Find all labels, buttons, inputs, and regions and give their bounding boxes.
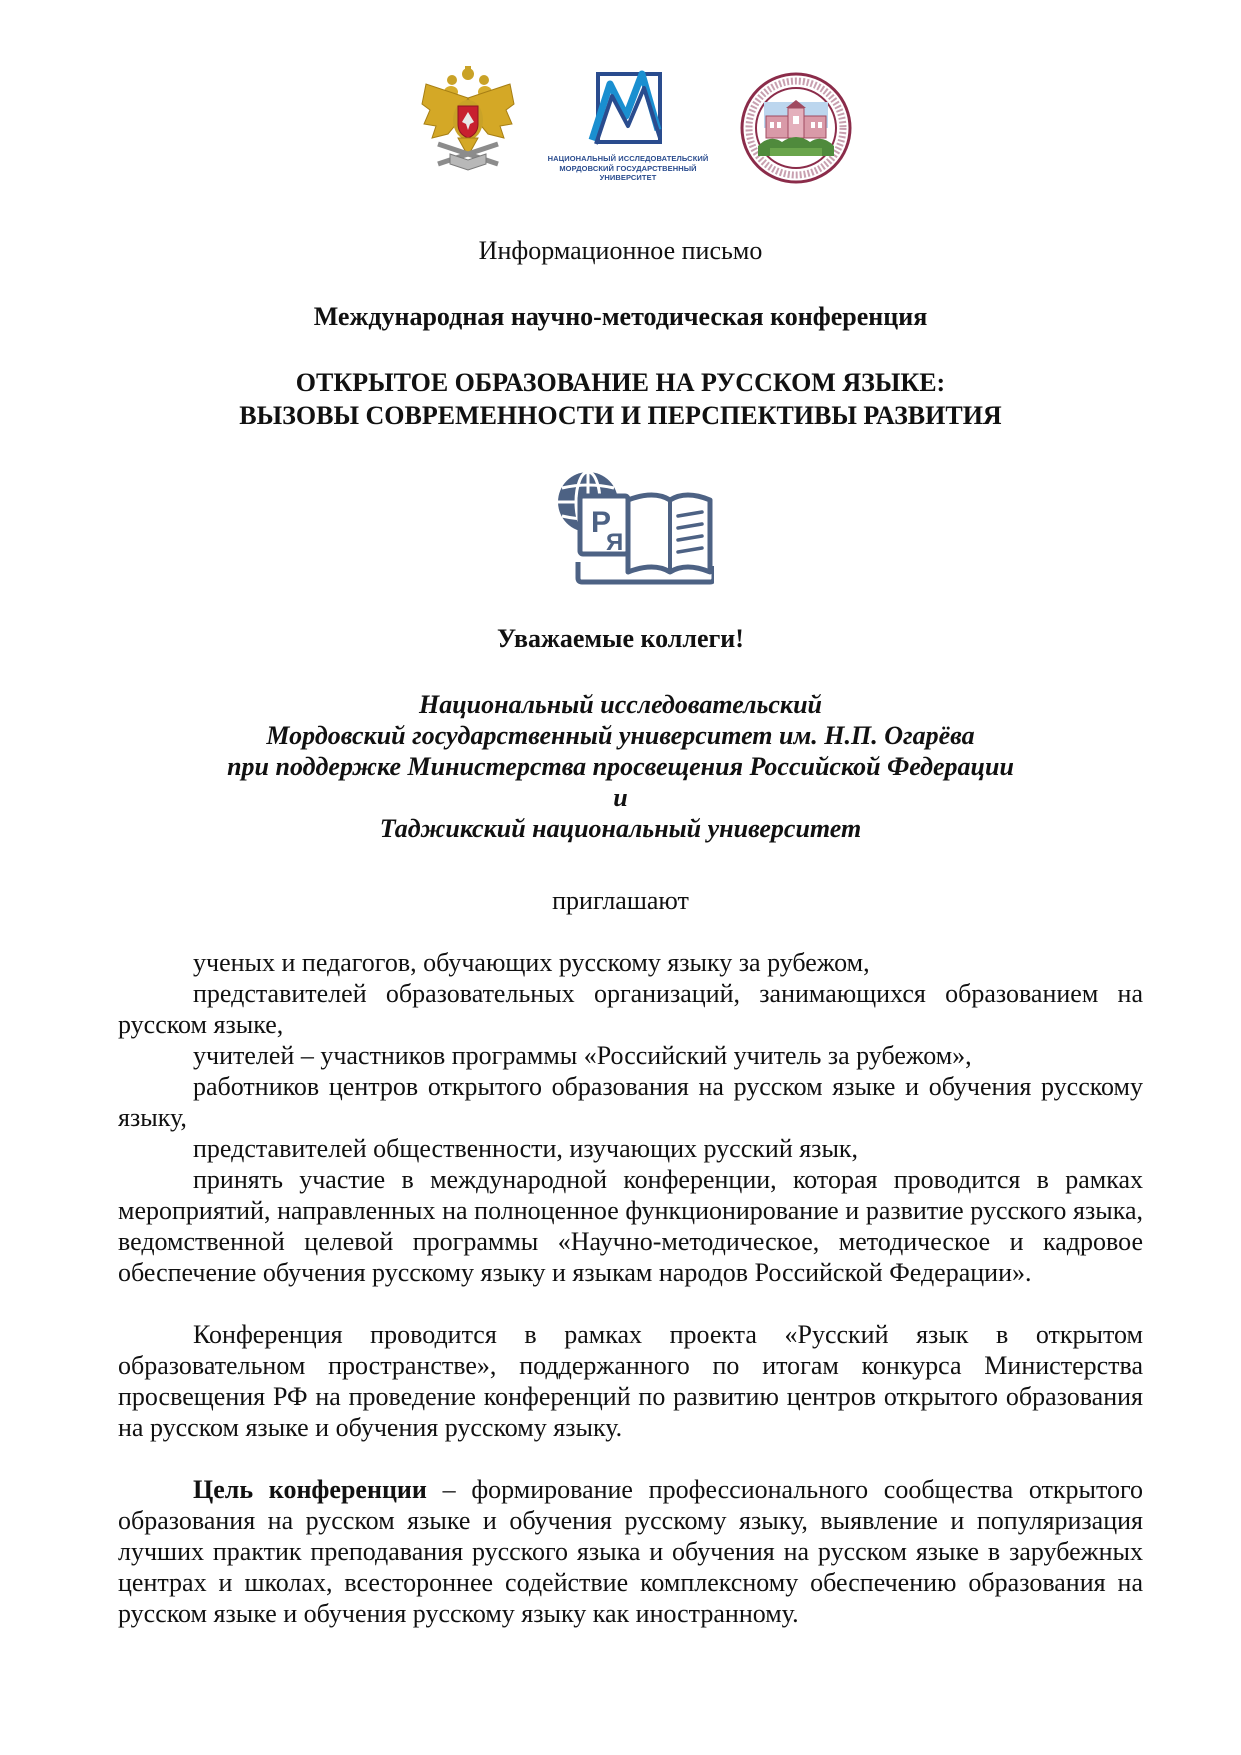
russian-language-book-globe-icon (554, 466, 714, 586)
mrsu-caption-line2: МОРДОВСКИЙ ГОСУДАРСТВЕННЫЙ УНИВЕРСИТЕТ (559, 164, 697, 182)
organizer-line5: Таджикский национальный университет (379, 814, 862, 843)
invitation-paragraph: принять участие в международной конференции, которая проводится в рамках мероприятий, направленных на полноценное функционирование и развитие русского языка, ведомственной целевой программы «Научно-методическое, методическое и кадровое обеспечение обучения русскому языку и языкам народов Российской Федерации». (118, 1165, 1143, 1287)
goal-label: Цель конференции (193, 1475, 427, 1504)
invite-verb: приглашают (552, 886, 689, 915)
invitee-item: представителей образовательных организаций, занимающихся образованием на русском языке, (118, 979, 1143, 1039)
conference-title-line1: ОТКРЫТОЕ ОБРАЗОВАНИЕ НА РУССКОМ ЯЗЫКЕ: (295, 368, 946, 397)
organizer-line3: при поддержке Министерства просвещения Российской Федерации (227, 752, 1014, 781)
svg-text:Я: Я (606, 529, 624, 556)
doc-type-heading: Информационное письмо (478, 236, 763, 265)
tnu-seal-logo (740, 72, 852, 184)
greeting: Уважаемые коллеги! (497, 624, 744, 653)
conference-type-heading: Международная научно-методическая конференция (313, 302, 928, 331)
goal-text: – формирование профессионального сообщества открытого образования на русском языке и обучения русскому языку, выявление и популяризация лучших практик преподавания русского языка и обучения на русском языке в зарубежных центрах и школах, всестороннее содействие комплексному обеспечению образования на русском языке и обучения русскому языку как иностранному. (118, 1475, 1144, 1628)
invitee-item: представителей общественности, изучающих русский язык, (193, 1134, 859, 1163)
body-text (118, 947, 1143, 1629)
invitee-item: учителей – участников программы «Российский учитель за рубежом», (193, 1041, 972, 1070)
conference-title-line2: ВЫЗОВЫ СОВРЕМЕННОСТИ И ПЕРСПЕКТИВЫ РАЗВИТИЯ (239, 401, 1002, 430)
invitee-item: работников центров открытого образования на русском языке и обучения русскому языку, (118, 1072, 1143, 1132)
organizer-line4: и (613, 783, 628, 812)
organizer-line1: Национальный исследовательский (419, 690, 822, 719)
emblem-logo (418, 64, 518, 172)
logos-row (0, 52, 1241, 187)
project-paragraph: Конференция проводится в рамках проекта «Русский язык в открытом образовательном пространстве», поддержанного по итогам конкурса Министерства просвещения РФ на проведение конференций по развитию центров открытого образования на русском языке и обучения русскому языку. (118, 1320, 1143, 1442)
invitee-item: ученых и педагогов, обучающих русскому языку за рубежом, (193, 948, 870, 977)
organizer-line2: Мордовский государственный университет им. Н.П. Огарёва (266, 721, 975, 750)
goal-paragraph (118, 1474, 1143, 1629)
svg-text:Р: Р (591, 506, 612, 539)
mrsu-caption-line1: НАЦИОНАЛЬНЫЙ ИССЛЕДОВАТЕЛЬСКИЙ (547, 154, 709, 163)
mrsu-logo (538, 60, 718, 180)
